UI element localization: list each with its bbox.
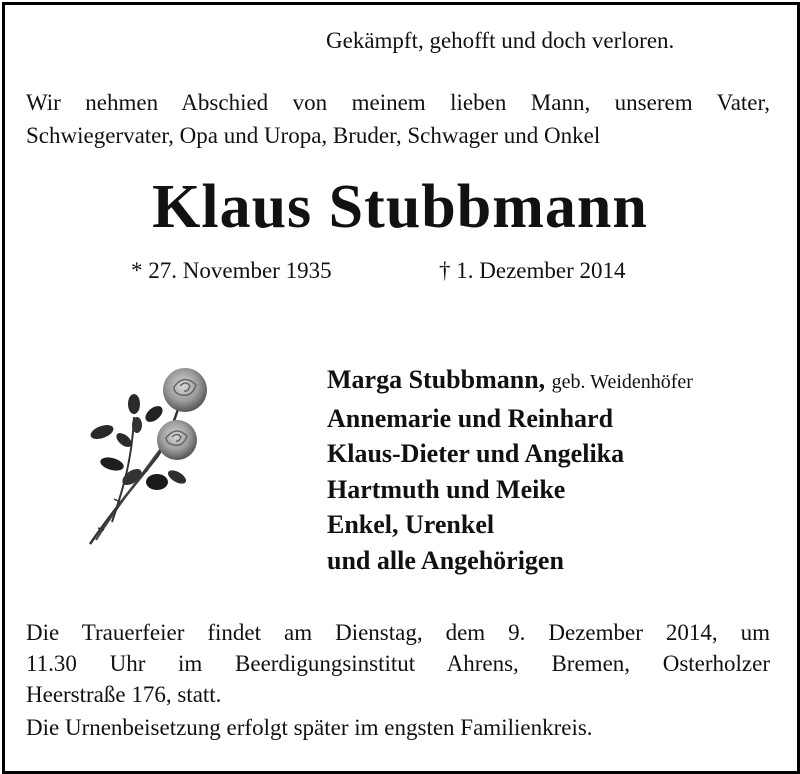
roses-icon <box>82 362 217 552</box>
ceremony-line-2: 11.30 Uhr im Beerdigungsinstitut Ahrens, Bremen, Osterholzer <box>26 651 770 676</box>
intro-line-1: Wir nehmen Abschied von meinem lieben Mann, unserem Vater, <box>26 90 770 115</box>
ceremony-line-3: Heerstraße 176, statt. <box>26 682 222 707</box>
death-date: † 1. Dezember 2014 <box>439 258 626 283</box>
birth-date: * 27. November 1935 <box>131 258 332 283</box>
ceremony-notice <box>26 617 770 710</box>
family-row: Annemarie und Reinhard <box>327 403 614 433</box>
family-list <box>327 362 693 578</box>
family-row: und alle Angehörigen <box>327 545 564 575</box>
family-row: Enkel, Urenkel <box>327 510 495 539</box>
deceased-name: Klaus Stubbmann <box>152 173 648 241</box>
ceremony-line-1: Die Trauerfeier findet am Dienstag, dem 9. Dezember 2014, um <box>26 620 770 645</box>
spouse-name: Marga Stubbmann, <box>327 365 546 394</box>
intro-text <box>26 86 770 152</box>
motto: Gekämpft, gehofft und doch verloren. <box>326 28 675 53</box>
family-row: Hartmuth und Meike <box>327 474 566 504</box>
intro-line-2: Schwiegervater, Opa und Uropa, Bruder, Schwager und Onkel <box>26 123 601 148</box>
spouse-nee: geb. Weidenhöfer <box>551 371 693 393</box>
urn-burial-notice: Die Urnenbeisetzung erfolgt später im engsten Familienkreis. <box>26 715 593 740</box>
family-row-spouse <box>327 362 693 401</box>
family-row: Klaus-Dieter und Angelika <box>327 439 625 468</box>
